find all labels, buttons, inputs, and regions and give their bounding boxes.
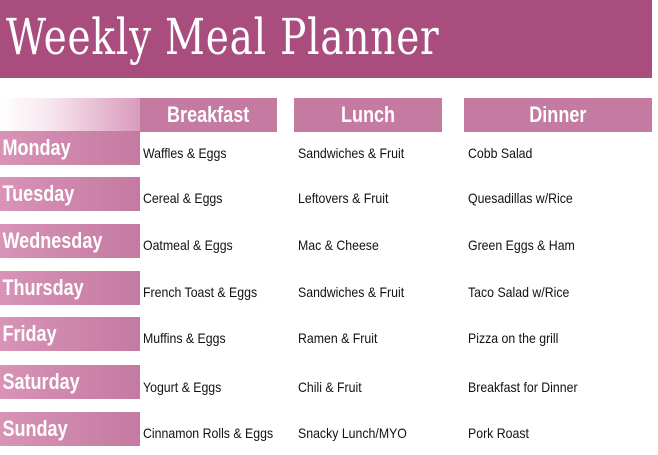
day-label-sunday (0, 412, 140, 446)
meal-cell-monday-lunch (298, 143, 419, 163)
column-header-label: Lunch (340, 102, 396, 127)
meal-text: Cinnamon Rolls & Eggs (143, 425, 274, 441)
meal-cell-friday-lunch (298, 328, 388, 348)
day-label-friday (0, 317, 140, 351)
meal-cell-wednesday-dinner (468, 235, 589, 255)
meal-text: Leftovers & Fruit (298, 190, 389, 206)
day-label-monday (0, 131, 140, 165)
meal-text: Oatmeal & Eggs (143, 237, 233, 253)
meal-cell-wednesday-breakfast (143, 235, 245, 255)
meal-cell-monday-breakfast (143, 143, 238, 163)
column-header-label: Breakfast (167, 102, 250, 127)
day-label-text: Friday (2, 321, 57, 346)
meal-text: Muffins & Eggs (143, 330, 226, 346)
meal-cell-saturday-dinner (468, 377, 593, 397)
meal-cell-sunday-dinner (468, 423, 537, 443)
meal-text: Pork Roast (468, 425, 529, 441)
day-label-wednesday (0, 224, 140, 258)
meal-cell-saturday-lunch (298, 377, 370, 397)
meal-cell-wednesday-lunch (298, 235, 390, 255)
meal-text: Cobb Salad (468, 145, 533, 161)
day-label-text: Saturday (2, 369, 80, 394)
title-banner (0, 0, 652, 78)
meal-text: Sandwiches & Fruit (298, 145, 405, 161)
day-label-text: Monday (2, 135, 71, 160)
header-corner (0, 98, 140, 132)
meal-text: Ramen & Fruit (298, 330, 378, 346)
meal-cell-tuesday-lunch (298, 188, 401, 208)
meal-cell-thursday-lunch (298, 282, 419, 302)
day-label-tuesday (0, 177, 140, 211)
meal-text: Chili & Fruit (298, 379, 362, 395)
meal-text: Quesadillas w/Rice (468, 190, 573, 206)
day-label-text: Sunday (2, 416, 68, 441)
meal-cell-friday-dinner (468, 328, 571, 348)
column-header-breakfast (140, 98, 277, 132)
meal-text: French Toast & Eggs (143, 284, 258, 300)
meal-text: Sandwiches & Fruit (298, 284, 405, 300)
meal-text: Pizza on the grill (468, 330, 559, 346)
meal-text: Snacky Lunch/MYO (298, 425, 407, 441)
meal-text: Waffles & Eggs (143, 145, 227, 161)
day-label-text: Thursday (2, 275, 84, 300)
column-header-dinner (464, 98, 652, 132)
meal-cell-sunday-breakfast (143, 423, 291, 443)
meal-text: Taco Salad w/Rice (468, 284, 570, 300)
column-header-lunch (294, 98, 442, 132)
meal-cell-tuesday-breakfast (143, 188, 233, 208)
page-title: Weekly Meal Planner (6, 8, 440, 66)
day-label-text: Wednesday (2, 228, 103, 253)
meal-cell-friday-breakfast (143, 328, 237, 348)
meal-text: Green Eggs & Ham (468, 237, 575, 253)
day-label-text: Tuesday (2, 181, 75, 206)
meal-text: Cereal & Eggs (143, 190, 223, 206)
meal-text: Yogurt & Eggs (143, 379, 222, 395)
meal-cell-sunday-lunch (298, 423, 422, 443)
meal-cell-thursday-breakfast (143, 282, 273, 302)
meal-text: Breakfast for Dinner (468, 379, 578, 395)
column-header-label: Dinner (529, 102, 587, 127)
meal-cell-thursday-dinner (468, 282, 583, 302)
day-label-saturday (0, 365, 140, 399)
meal-text: Mac & Cheese (298, 237, 379, 253)
meal-cell-saturday-breakfast (143, 377, 232, 397)
meal-cell-tuesday-dinner (468, 188, 587, 208)
day-label-thursday (0, 271, 140, 305)
meal-cell-monday-dinner (468, 143, 541, 163)
